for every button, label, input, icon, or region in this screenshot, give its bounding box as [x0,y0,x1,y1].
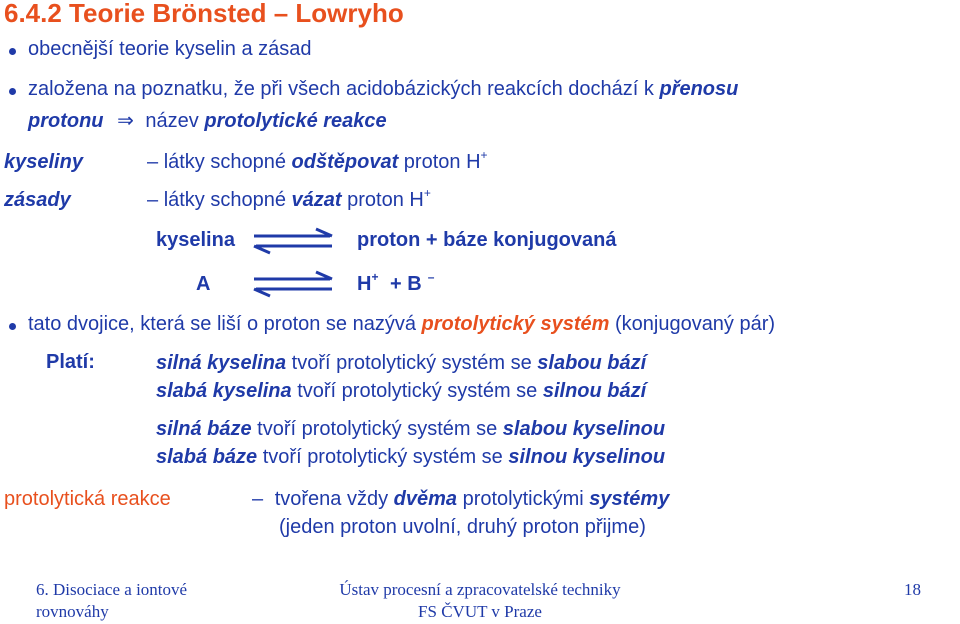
protolytic-text: protolytickými [462,488,584,510]
bullet-dot [9,48,16,55]
def-text: proton H [347,189,424,211]
def-emph-vazat: vázat [291,189,342,211]
equation-left-1: kyselina [156,229,235,251]
plati-row [156,418,665,441]
def-zasady [147,186,431,212]
bullet-2-text-nazev: název [145,110,199,132]
bullet-dot [9,88,16,95]
protolytic-emph-systemy: systémy [589,488,670,510]
plati-row-subject: silná báze [156,418,252,440]
plati-row [156,380,646,403]
protolytic-def-line2: (jeden proton uvolní, druhý proton přijme) [279,516,646,538]
plati-row-subject: silná kyselina [156,352,287,374]
equilibrium-arrows-icon [250,227,336,255]
footer-center-line1: Ústav procesní a zpracovatelské techniky [339,580,621,599]
protolytic-def-line1 [252,488,669,511]
bullet-2-emph-prenosu: přenosu [659,78,739,100]
term-zasady: zásady [4,189,71,211]
plati-row [156,352,646,375]
implies-arrow-icon: ⇒ [117,110,134,132]
plati-row-object: silnou kyselinou [508,446,666,468]
plati-row-text: tvoří protolytický systém se [262,446,503,468]
def-text: proton H [403,151,481,173]
footer-left-line1: 6. Disociace a iontové [36,580,188,599]
def-text: látky schopné [163,189,286,211]
equation-right-2 [357,270,435,296]
protolytic-text: tvořena vždy [274,488,389,510]
def-dash: – [147,189,159,211]
equation-right-1: proton + báze konjugovaná [357,229,617,251]
bullet-dot [9,323,16,330]
footer-center-line2: FS ČVUT v Praze [418,602,542,621]
def-dash: – [147,151,159,173]
plati-row [156,446,665,469]
superscript-plus: + [480,148,488,162]
bullet-2-emph-reakce: protolytické reakce [204,110,387,132]
plati-row-object: slabou bází [537,352,647,374]
term-kyseliny: kyseliny [4,151,83,173]
def-emph-odstepovat: odštěpovat [291,151,399,173]
bullet-2-line2 [28,108,387,133]
superscript-plus: + [423,186,431,200]
plati-row-subject: slabá kyselina [156,380,292,402]
footer-left-line2: rovnováhy [36,602,109,621]
superscript-plus: + [371,270,379,284]
bullet-2-line1 [28,78,738,101]
bullet-1-text: obecnější teorie kyselin a zásad [28,38,312,60]
equation-left-2: A [196,273,211,295]
term-protolyticka-reakce: protolytická reakce [4,488,171,510]
plati-row-subject: slabá báze [156,446,258,468]
equation-h: H [357,273,372,295]
protolytic-emph-dvema: dvěma [393,488,458,510]
plati-row-object: silnou bází [542,380,647,402]
plati-row-text: tvoří protolytický systém se [257,418,498,440]
equilibrium-arrows-icon [250,270,336,298]
bullet-3-text-a: tato dvojice, která se liší o proton se nazývá [28,313,416,335]
def-dash: – [252,488,264,510]
def-kyseliny [147,148,488,174]
bullet-3-line [28,313,775,336]
def-text: látky schopné [163,151,286,173]
bullet-2-text-a: založena na poznatku, že při všech acidobázických reakcích dochází k [28,78,654,100]
plati-row-text: tvoří protolytický systém se [291,352,532,374]
equation-b: + B [390,273,422,295]
bullet-3-text-b: (konjugovaný pár) [614,313,776,335]
slide-title: 6.4.2 Teorie Brönsted – Lowryho [4,0,404,28]
bullet-3-highlight: protolytický systém [421,313,610,335]
page-number: 18 [904,580,921,599]
plati-label: Platí: [46,351,95,373]
bullet-2-emph-protonu: protonu [28,110,104,132]
plati-row-text: tvoří protolytický systém se [297,380,538,402]
plati-row-object: slabou kyselinou [502,418,666,440]
superscript-minus: – [427,270,435,284]
